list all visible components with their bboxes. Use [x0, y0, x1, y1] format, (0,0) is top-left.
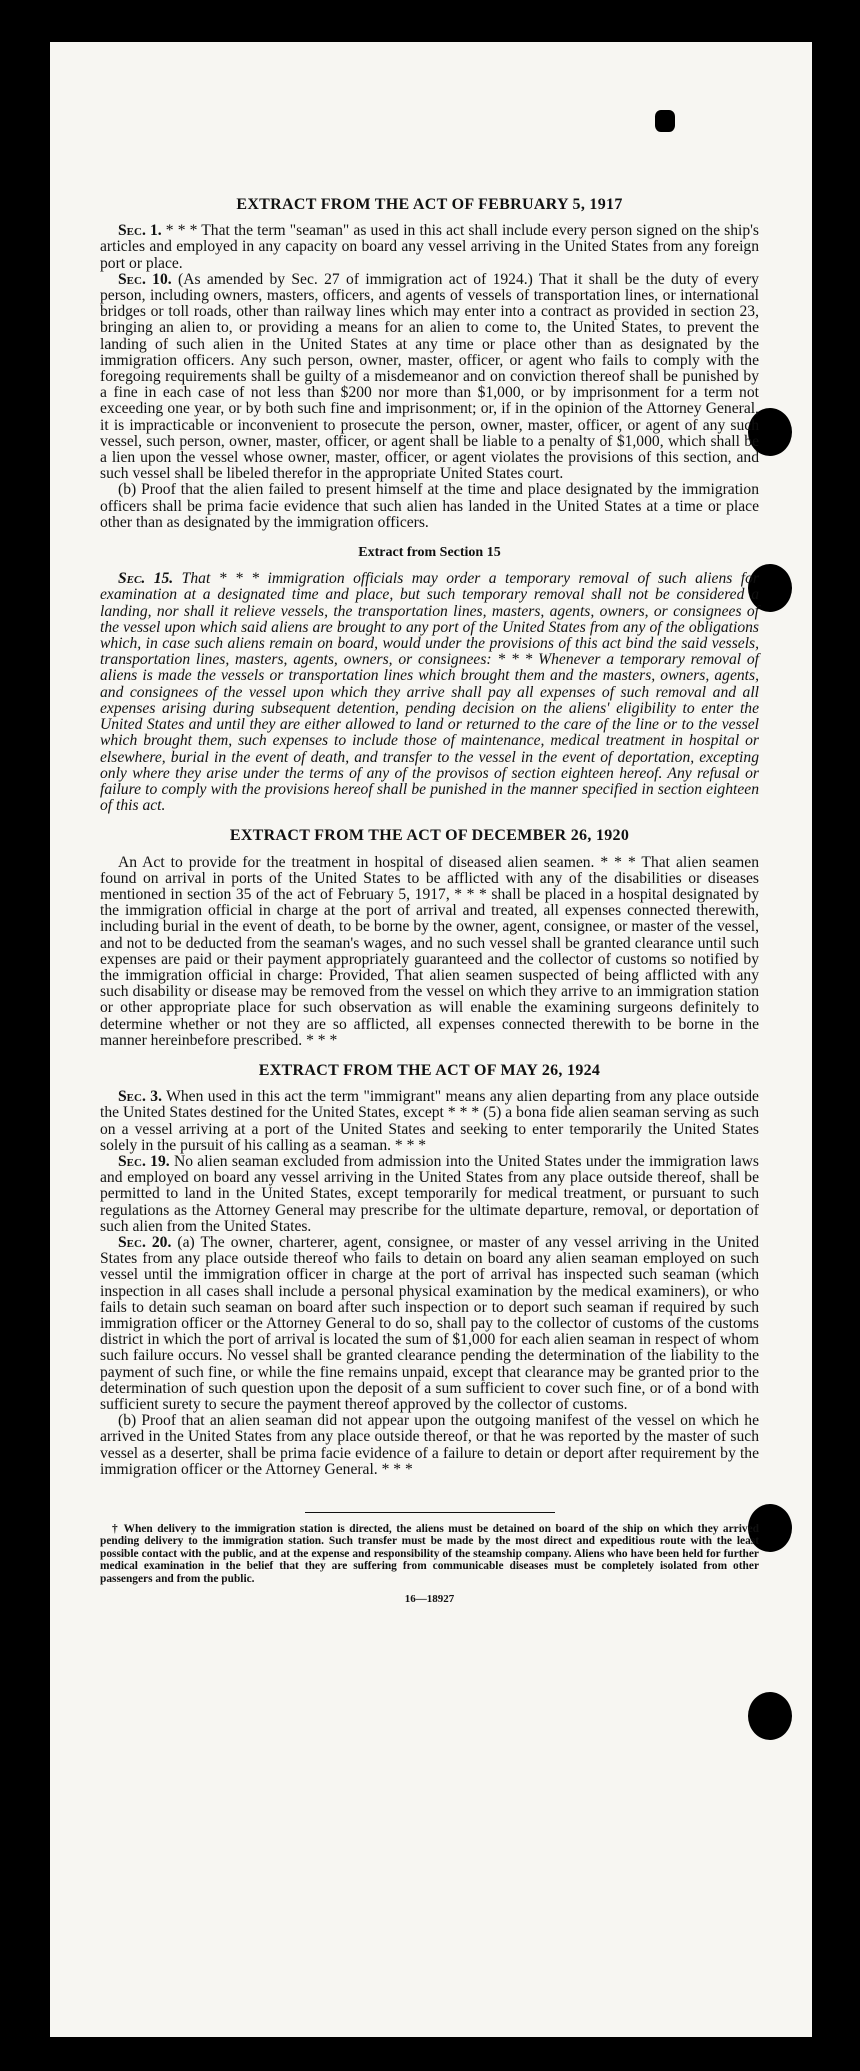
section-number: Sec. 15. [118, 570, 174, 588]
section-heading: EXTRACT FROM THE ACT OF MAY 26, 1924 [258, 1061, 601, 1079]
footnote: † When delivery to the immigration station is directed, the aliens must be detained on board of the ship on which they arrived pending delivery to the immigration station. Such transfer must be made by the most direct and expeditious route with the least possible contact with the public, and at the expense and responsibility of the steamship company. Aliens who have been held for further medical examination in the belief that they are suffering from communicable diseases must be completely isolated from other passengers and from the public. [100, 1523, 759, 1585]
section-paragraph [100, 855, 759, 1049]
section-number: Sec. 1. [118, 222, 162, 240]
paragraph-text: (b) Proof that the alien failed to present himself at the time and place designated by the immigration officers shall be prima facie evidence that such alien has landed in the United States at a time or place other than as designated by the immigration officers. [100, 481, 759, 531]
section-number: Sec. 20. [118, 1233, 172, 1251]
section-subheading: Extract from Section 15 [358, 545, 501, 561]
ink-mark [655, 110, 675, 132]
section-paragraph [100, 1413, 759, 1478]
section-paragraph [100, 1089, 759, 1154]
document-page [50, 42, 812, 2037]
section-paragraph [100, 272, 759, 483]
section-heading: EXTRACT FROM THE ACT OF FEBRUARY 5, 1917 [236, 196, 623, 213]
section-number: Sec. 19. [118, 1152, 170, 1170]
section-paragraph [100, 482, 759, 531]
section [100, 828, 759, 1049]
ink-mark [748, 1692, 792, 1740]
paragraph-text: No alien seaman excluded from admission into the United States under the immigration laws and employed on board any vessel arriving in the United States from any place outside thereof, shall be permitted to land in the United States, except temporarily for medical treatment, or pursuant to such regulations as the Attorney General may prescribe for the ultimate departure, removal, or deportation of such alien from the United States. [100, 1152, 759, 1235]
footnote-rule [305, 1512, 555, 1513]
section-number: Sec. 3. [118, 1088, 162, 1106]
paragraph-text: An Act to provide for the treatment in hospital of diseased alien seamen. * * * That alien seamen found on arrival in ports of the United States to be afflicted with any of the disabilities or diseases mentioned in section 35 of the act of February 5, 1917, * * * shall be placed in a hospital designated by the immigration official in charge at the port of arrival and treated, all expenses connected therewith, including burial in the event of death, to be borne by the owner, agent, consignee, or master of the vessel, and not to be deducted from the seaman's wages, and no such vessel shall be granted clearance until such expenses are paid or their payment appropriately guaranteed and the collector of customs so notified by the immigration official in charge: Provided, That alien seamen suspected of being afflicted with any such disability or disease may be removed from the vessel on which they arrive to an immigration station or other appropriate place for such observation as will enable the examining surgeons definitely to determine whether or not they are so afflicted, all expenses connected therewith to be borne in the manner hereinbefore prescribed. * * * [100, 853, 759, 1049]
sections [100, 197, 759, 1478]
section-paragraph [100, 1154, 759, 1235]
section [100, 197, 759, 531]
section-number: Sec. 10. [118, 270, 172, 288]
section-heading: EXTRACT FROM THE ACT OF DECEMBER 26, 1920 [229, 827, 630, 845]
section-paragraph [100, 223, 759, 272]
paragraph-text: (b) Proof that an alien seaman did not appear upon the outgoing manifest of the vessel on which he arrived in the United States from any place outside thereof, or that he was reported by the master of such vessel as a deserter, shall be prima facie evidence of a failure to detain or deport after requirement by the immigration officer or the Attorney General. * * * [100, 1412, 759, 1478]
page-footer: 16—18927 [404, 1593, 455, 1606]
section-paragraph [100, 1235, 759, 1413]
paragraph-text: (a) The owner, charterer, agent, consignee, or master of any vessel arriving in the United States from any place outside thereof who fails to detain on board any alien seaman employed on such vessel until the immigration officer in charge at the port of arrival has inspected such seaman (which inspection in all cases shall include a personal physical examination by the medical examiners), or who fails to detain such seaman on board after such inspection or to deport such seaman if required by such immigration officer or the Attorney General to do so, shall pay to the collector of customs of the customs district in which the port of arrival is located the sum of $1,000 for each alien seaman in respect of whom such failure occurs. No vessel shall be granted clearance pending the determination of the liability to the payment of such fine, or while the fine remains unpaid, except that clearance may be granted prior to the determination of such question upon the deposit of a sum sufficient to cover such fine, or of a bond with sufficient surety to secure the payment thereof approved by the collector of customs. [100, 1233, 759, 1414]
paragraph-text: When used in this act the term "immigrant" means any alien departing from any place outside the United States destined for the United States, except * * * (5) a bona fide alien seaman serving as such on a vessel arriving at a port of the United States and seeking to enter temporarily the United States solely in the pursuit of his calling as a seaman. * * * [100, 1088, 759, 1154]
paragraph-text: That * * * immigration officials may order a temporary removal of such aliens for examination at a designated time and place, but such temporary removal shall not be considered a landing, nor shall it relieve vessels, the transportation lines, masters, agents, owners, or consignees of the vessel upon which said aliens are brought to any port of the United States from any of the obligations which, in case such aliens remain on board, would under the provisions of this act bind the said vessels, transportation lines, masters, agents, owners, or consignees: * * * Whenever a temporary removal of aliens is made the vessels or transportation lines which brought them and the masters, owners, agents, and consignees of the vessel upon which they arrive shall pay all expenses of such removal and all expenses arising during subsequent detention, pending decision on the aliens' eligibility to enter the United States and until they are either allowed to land or returned to the care of the line or to the vessel which brought them, such expenses to include those of maintenance, medical treatment in hospital or elsewhere, burial in the event of death, and transfer to the vessel in the event of deportation, excepting only where they arise under the terms of any of the provisos of section eighteen hereof. Any refusal or failure to comply with the provisions hereof shall be punished in the manner specified in section eighteen of this act. [100, 570, 759, 815]
document-body [100, 197, 759, 1607]
section [100, 545, 759, 814]
paragraph-text: * * * That the term "seaman" as used in this act shall include every person signed on the ship's articles and employed in any capacity on board any vessel arriving in the United States from any foreign port or place. [100, 222, 759, 272]
section [100, 1063, 759, 1478]
section-paragraph [100, 571, 759, 814]
paragraph-text: (As amended by Sec. 27 of immigration act of 1924.) That it shall be the duty of every person, including owners, masters, officers, and agents of vessels of transportation lines, or international bridges or toll roads, other than railway lines which may enter into a contract as provided in section 23, bringing an alien to, or providing a means for an alien to come to, the United States, to prevent the landing of such alien in the United States at any time or place other than as designated by the immigration officers. Any such person, owner, master, officer, or agent who fails to comply with the foregoing requirements shall be guilty of a misdemeanor and on conviction thereof shall be punished by a fine in each case of not less than $200 nor more than $1,000, or by imprisonment for a term not exceeding one year, or by both such fine and imprisonment; or, if in the opinion of the Attorney General, it is impracticable or inconvenient to prosecute the person, owner, master, officer, or agent of any such vessel, such person, owner, master, officer, or agent shall be liable to a penalty of $1,000, which shall be a lien upon the vessel whose owner, master, officer, or agent violates the provisions of this section, and such vessel shall be libeled therefor in the appropriate United States court. [100, 270, 759, 483]
